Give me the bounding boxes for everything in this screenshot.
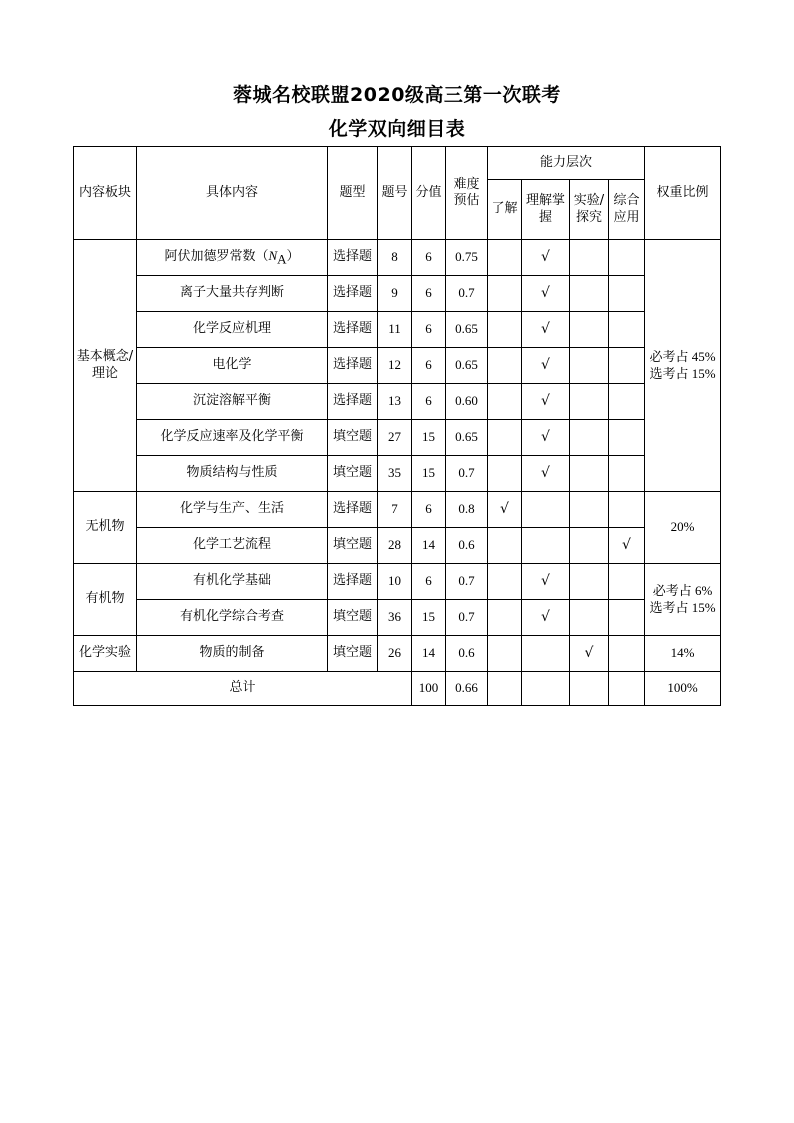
header-section: 内容板块 (74, 147, 137, 240)
ability-apply-cell: √ (609, 528, 645, 564)
header-ability-know: 了解 (488, 180, 522, 240)
header-ability-understand (522, 180, 570, 240)
table-row (74, 492, 721, 528)
type-cell: 填空题 (328, 636, 378, 672)
document-title: 蓉城名校联盟2020级高三第一次联考 (233, 84, 561, 106)
score-cell: 6 (412, 348, 446, 384)
header-type: 题型 (328, 147, 378, 240)
content-cell: 沉淀溶解平衡 (137, 384, 328, 420)
table-row (74, 240, 721, 276)
ability-understand-cell: √ (522, 456, 570, 492)
score-cell: 15 (412, 456, 446, 492)
qno-cell: 28 (378, 528, 412, 564)
ability-apply-cell (609, 420, 645, 456)
score-cell: 6 (412, 384, 446, 420)
ability-experiment-cell (570, 600, 609, 636)
ability-apply-cell (609, 456, 645, 492)
type-cell: 选择题 (328, 348, 378, 384)
score-cell: 15 (412, 600, 446, 636)
table-row (74, 564, 721, 600)
header-ability-apply (609, 180, 645, 240)
section-cell: 化学实验 (74, 636, 137, 672)
difficulty-cell: 0.8 (446, 492, 488, 528)
ability-understand-cell (522, 492, 570, 528)
total-ability-apply (609, 672, 645, 706)
difficulty-cell: 0.7 (446, 600, 488, 636)
type-cell: 选择题 (328, 384, 378, 420)
ability-understand-cell (522, 528, 570, 564)
qno-cell: 13 (378, 384, 412, 420)
difficulty-cell: 0.6 (446, 636, 488, 672)
ability-know-cell (488, 564, 522, 600)
difficulty-cell: 0.7 (446, 456, 488, 492)
content-cell: 物质结构与性质 (137, 456, 328, 492)
qno-cell: 11 (378, 312, 412, 348)
type-cell: 填空题 (328, 600, 378, 636)
ability-experiment-cell (570, 348, 609, 384)
difficulty-cell: 0.7 (446, 276, 488, 312)
avogadro-subscript: A (277, 251, 287, 267)
type-cell: 选择题 (328, 492, 378, 528)
content-cell: 物质的制备 (137, 636, 328, 672)
ability-know-cell (488, 456, 522, 492)
difficulty-cell: 0.65 (446, 420, 488, 456)
type-cell: 填空题 (328, 528, 378, 564)
header-content: 具体内容 (137, 147, 328, 240)
content-cell: 化学与生产、生活 (137, 492, 328, 528)
total-ability-understand (522, 672, 570, 706)
total-row (74, 672, 721, 706)
ability-understand-cell: √ (522, 564, 570, 600)
difficulty-cell: 0.75 (446, 240, 488, 276)
ability-experiment-cell (570, 456, 609, 492)
header-ability-apply-line1: 综合 (613, 193, 640, 209)
qno-cell: 12 (378, 348, 412, 384)
table-row (74, 348, 721, 384)
table-row (74, 276, 721, 312)
score-cell: 6 (412, 276, 446, 312)
weight-line2: 选考占 15% (649, 365, 716, 381)
header-difficulty (446, 147, 488, 240)
ability-understand-cell: √ (522, 600, 570, 636)
header-ability-understand-line1: 理解掌 (525, 193, 565, 209)
ability-experiment-cell: √ (570, 636, 609, 672)
ability-know-cell (488, 420, 522, 456)
ability-experiment-cell (570, 564, 609, 600)
section-name-line2: 理论 (91, 365, 118, 381)
score-cell: 6 (412, 492, 446, 528)
avogadro-symbol: N (268, 247, 278, 263)
ability-understand-cell: √ (522, 312, 570, 348)
score-cell: 15 (412, 420, 446, 456)
qno-cell: 26 (378, 636, 412, 672)
section-cell (74, 240, 137, 492)
header-score: 分值 (412, 147, 446, 240)
qno-cell: 36 (378, 600, 412, 636)
ability-experiment-cell (570, 276, 609, 312)
ability-understand-cell: √ (522, 348, 570, 384)
header-ability-experiment (570, 180, 609, 240)
content-cell: 离子大量共存判断 (137, 276, 328, 312)
total-ability-experiment (570, 672, 609, 706)
ability-know-cell (488, 384, 522, 420)
difficulty-cell: 0.65 (446, 312, 488, 348)
weight-line1: 必考占 45% (649, 349, 716, 365)
weight-cell: 14% (645, 636, 721, 672)
total-score: 100 (412, 672, 446, 706)
ability-know-cell (488, 600, 522, 636)
table-row (74, 600, 721, 636)
difficulty-cell: 0.6 (446, 528, 488, 564)
total-weight: 100% (645, 672, 721, 706)
table-row (74, 528, 721, 564)
ability-apply-cell (609, 564, 645, 600)
ability-understand-cell: √ (522, 240, 570, 276)
header-ability-understand-line2: 握 (538, 209, 552, 225)
ability-experiment-cell (570, 420, 609, 456)
weight-cell (645, 564, 721, 636)
table-row (74, 636, 721, 672)
section-name-line1: 基本概念/ (76, 349, 134, 365)
ability-understand-cell: √ (522, 276, 570, 312)
header-ability-experiment-line2: 探究 (575, 209, 602, 225)
ability-know-cell (488, 240, 522, 276)
header-difficulty-line1: 难度 (453, 176, 480, 192)
header-difficulty-line2: 预估 (453, 193, 480, 208)
document-subtitle: 化学双向细目表 (328, 118, 466, 140)
ability-know-cell: √ (488, 492, 522, 528)
ability-experiment-cell (570, 528, 609, 564)
ability-apply-cell (609, 636, 645, 672)
content-cell: 化学反应速率及化学平衡 (137, 420, 328, 456)
qno-cell: 35 (378, 456, 412, 492)
header-ability: 能力层次 (488, 147, 645, 180)
content-cell: 有机化学基础 (137, 564, 328, 600)
section-cell: 有机物 (74, 564, 137, 636)
type-cell: 选择题 (328, 276, 378, 312)
ability-apply-cell (609, 276, 645, 312)
ability-apply-cell (609, 600, 645, 636)
score-cell: 6 (412, 240, 446, 276)
score-cell: 6 (412, 564, 446, 600)
weight-cell: 20% (645, 492, 721, 564)
score-cell: 14 (412, 636, 446, 672)
score-cell: 14 (412, 528, 446, 564)
ability-know-cell (488, 348, 522, 384)
total-label: 总计 (74, 672, 412, 706)
table-row (74, 420, 721, 456)
ability-experiment-cell (570, 240, 609, 276)
qno-cell: 27 (378, 420, 412, 456)
detail-table (73, 146, 721, 706)
header-ability-apply-line2: 应用 (613, 209, 640, 225)
ability-understand-cell (522, 636, 570, 672)
ability-know-cell (488, 636, 522, 672)
ability-apply-cell (609, 240, 645, 276)
type-cell: 选择题 (328, 564, 378, 600)
type-cell: 选择题 (328, 312, 378, 348)
content-cell: 化学工艺流程 (137, 528, 328, 564)
content-cell: 有机化学综合考查 (137, 600, 328, 636)
ability-understand-cell: √ (522, 384, 570, 420)
header-qno: 题号 (378, 147, 412, 240)
type-cell: 选择题 (328, 240, 378, 276)
total-difficulty: 0.66 (446, 672, 488, 706)
ability-experiment-cell (570, 492, 609, 528)
difficulty-cell: 0.7 (446, 564, 488, 600)
header-weight: 权重比例 (645, 147, 721, 240)
table-row (74, 456, 721, 492)
ability-know-cell (488, 276, 522, 312)
content-cell: 电化学 (137, 348, 328, 384)
ability-apply-cell (609, 312, 645, 348)
table-row (74, 312, 721, 348)
content-cell: 化学反应机理 (137, 312, 328, 348)
qno-cell: 9 (378, 276, 412, 312)
total-ability-know (488, 672, 522, 706)
difficulty-cell: 0.65 (446, 348, 488, 384)
score-cell: 6 (412, 312, 446, 348)
type-cell: 填空题 (328, 456, 378, 492)
difficulty-cell: 0.60 (446, 384, 488, 420)
ability-know-cell (488, 528, 522, 564)
ability-know-cell (488, 312, 522, 348)
weight-line1: 必考占 6% (652, 583, 713, 599)
weight-line2: 选考占 15% (649, 599, 716, 615)
weight-cell (645, 240, 721, 492)
content-cell: 阿伏加德罗常数$(N_A)$ (137, 240, 328, 276)
ability-experiment-cell (570, 384, 609, 420)
ability-understand-cell: √ (522, 420, 570, 456)
qno-cell: 8 (378, 240, 412, 276)
type-cell: 填空题 (328, 420, 378, 456)
ability-experiment-cell (570, 312, 609, 348)
ability-apply-cell (609, 348, 645, 384)
qno-cell: 10 (378, 564, 412, 600)
table-row (74, 384, 721, 420)
header-ability-experiment-line1: 实验/ (573, 193, 605, 209)
qno-cell: 7 (378, 492, 412, 528)
ability-apply-cell (609, 492, 645, 528)
section-cell: 无机物 (74, 492, 137, 564)
ability-apply-cell (609, 384, 645, 420)
